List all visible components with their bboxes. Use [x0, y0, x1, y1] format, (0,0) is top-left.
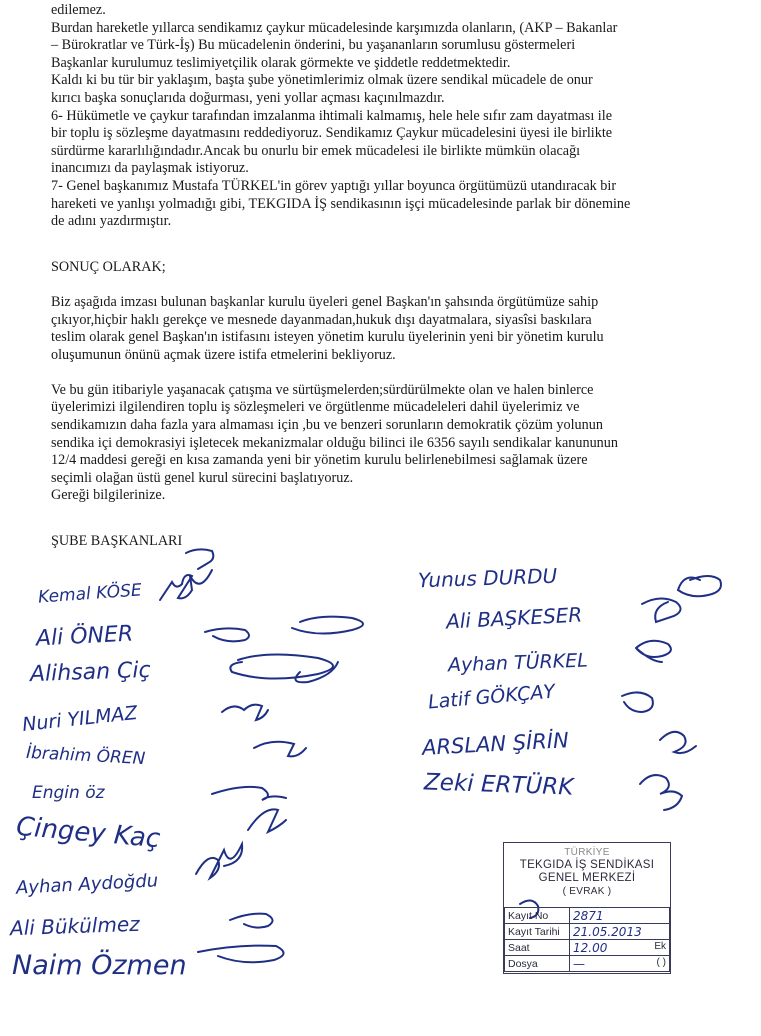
- stamp-office: GENEL MERKEZİ: [538, 872, 636, 884]
- signature-name: Ali Bükülmez: [9, 911, 141, 941]
- paragraph-line: Ve bu gün itibariyle yaşanacak çatışma ve sürtüşmelerden;sürdürülmekte olan ve halen binlerce: [51, 381, 594, 398]
- stamp-table: [504, 907, 670, 972]
- signature-name: İbrahim ÖREN: [25, 742, 146, 770]
- intro-line: Kaldı ki bu tür bir yaklaşım, başta şube yönetimlerimiz olmak üzere sendikal mücadele de onur: [51, 72, 593, 89]
- stamp-value: 21.05.2013: [570, 924, 670, 940]
- paragraph-line: oluşumunun önünü açmak üzere istifa etmelerini bekliyoruz.: [51, 346, 396, 363]
- signature-name: Ayhan Aydoğdu: [15, 870, 159, 899]
- signature-scribble: [205, 628, 249, 641]
- signature-scribble: [230, 914, 273, 928]
- signature-scribble: [636, 641, 671, 662]
- paragraph-line: seçimli olağan üstü genel kurul sürecini başlatıyoruz.: [51, 469, 354, 486]
- paragraph-line: çıkıyor,hiçbir haklı gerekçe ve mesnede dayanmadan,hukuk dışı dayatmalara, siyasîsi baskılara: [51, 311, 592, 328]
- signature-name: ARSLAN ŞİRİN: [421, 728, 570, 760]
- stamp-label: Kayıt No: [505, 908, 570, 924]
- signature-scribble: [196, 844, 242, 878]
- stamp-value: 2871: [570, 908, 670, 924]
- intro-line: 7- Genel başkanımız Mustafa TÜRKEL'in görev yaptığı yıllar boyunca örgütümüzü utandıracak bir: [51, 177, 617, 194]
- signature-name: Ali BAŞKESER: [445, 602, 583, 634]
- signature-scribble: [642, 598, 681, 622]
- signature-scribble: [254, 742, 306, 757]
- intro-line: kırıcı başka sonuçlarıda doğurması, yeni yollar açması kaçınılmazdır.: [51, 89, 445, 106]
- stamp-extra: Ek: [654, 940, 666, 952]
- stamp-country: TÜRKİYE: [564, 847, 610, 858]
- conclusion-heading: SONUÇ OLARAK;: [51, 258, 166, 275]
- signature-name: Yunus DURDU: [417, 563, 558, 593]
- signature-scribble: [230, 654, 333, 678]
- intro-line: edilemez.: [51, 2, 106, 18]
- stamp-row: [505, 924, 670, 940]
- paragraph-line: üyelerimizi ilgilendiren toplu iş sözleşmeleri ve örgütlenme mücadeleleri dahil üyelerimiz ve: [51, 399, 580, 416]
- intro-line: sürdürme kararlılığındadır.Ancak bu onurlu bir emek mücadelesi ile birlikte mümkün olacağı: [51, 142, 581, 159]
- signature-scribble: [622, 692, 653, 712]
- signatories-heading: ŞUBE BAŞKANLARI: [51, 533, 183, 550]
- intro-line: de adını yazdırmıştır.: [51, 213, 172, 230]
- stamp-org: TEKGIDA İŞ SENDİKASI: [519, 859, 655, 871]
- signature-name: Ayhan TÜRKEL: [447, 649, 589, 677]
- intro-line: – Bürokratlar ve Türk-İş) Bu mücadelenin önderini, bu yaşananların sorumlusu göstermeleri: [51, 37, 576, 54]
- intro-line: bir toplu iş sözleşme dayatmasını reddediyoruz. Sendikamız Çaykur mücadelesini üyesi ile birlikte: [51, 125, 613, 142]
- signature-scribble: [222, 705, 268, 720]
- stamp-label: Dosya: [505, 956, 570, 972]
- signature-scribble: [660, 732, 696, 753]
- signature-scribble: [640, 775, 682, 810]
- stamp-label: Saat: [505, 940, 570, 956]
- paragraph-line: Biz aşağıda imzası bulunan başkanlar kurulu üyeleri genel Başkan'ın şahsında örgütümüze sahip: [51, 293, 599, 310]
- registration-stamp: [503, 842, 671, 974]
- stamp-type: ( EVRAK ): [562, 886, 612, 897]
- stamp-time: 12.00: [573, 940, 608, 955]
- signature-scribble: [678, 576, 721, 596]
- intro-line: Başkanlar kurulumuz teslimiyetçilik olarak görmekte ve şiddetle reddetmektedir.: [51, 54, 511, 71]
- stamp-label: Kayıt Tarihi: [505, 924, 570, 940]
- signature-name: Ali ÖNER: [35, 621, 134, 652]
- signature-name: Kemal KÖSE: [37, 580, 143, 608]
- stamp-row: [505, 956, 670, 972]
- signature-scribble: [186, 549, 213, 569]
- signature-scribble: [248, 809, 286, 832]
- stamp-row: [505, 908, 670, 924]
- signature-scribble: [292, 617, 363, 634]
- signature-name: Alihsan Çiç: [29, 657, 152, 688]
- stamp-file: —: [573, 956, 585, 971]
- signature-scribble: [212, 787, 286, 800]
- signature-scribble: [296, 662, 339, 682]
- intro-line: Burdan hareketle yıllarca sendikamız çaykur mücadelesinde karşımızda olanların, (AKP – Bakanlar: [51, 19, 618, 36]
- signature-name: Naim Özmen: [12, 950, 187, 981]
- intro-line: 6- Hükümetle ve çaykur tarafından imzalanma ihtimali kalmamış, hele hele sıfır zam dayatması ile: [51, 107, 612, 124]
- signature-name: Çingey Kaç: [14, 811, 162, 855]
- signature-name: Zeki ERTÜRK: [423, 769, 574, 801]
- signature-scribble: [198, 946, 284, 963]
- intro-line: inancımızı da paylaşmak istiyoruz.: [51, 160, 249, 177]
- signature-name: Latif GÖKÇAY: [427, 680, 556, 714]
- closing-line: Gereği bilgilerinize.: [51, 487, 166, 504]
- intro-line: hareketi ve yanlışı yolmadığı gibi, TEKGIDA İŞ sendikasının işçi mücadelesinde parlak bir dönemine: [51, 195, 631, 212]
- stamp-value: [570, 956, 670, 972]
- stamp-row: [505, 940, 670, 956]
- stamp-extra: ( ): [656, 956, 666, 968]
- signature-name: Nuri YILMAZ: [21, 702, 139, 736]
- paragraph-line: teslim olarak genel Başkan'ın istifasını isteyen yönetim kurulu üyelerinin yeni bir yönetim kurulu: [51, 329, 604, 346]
- paragraph-line: 12/4 maddesi gereği en kısa zamanda yeni bir yönetim kurulu belirlenebilmesi sağlamak üzere: [51, 452, 588, 469]
- stamp-value: [570, 940, 670, 956]
- paragraph-line: sendika içi demokrasiyi işletecek mekanizmalar olduğu bilinci ile 6356 sayılı sendikalar kanununun: [51, 434, 618, 451]
- signature-scribble: [160, 570, 212, 600]
- paragraph-line: sendikamızın daha fazla yara almaması için ,bu ve benzeri sorunların demokratik çözüm yolunun: [51, 417, 603, 434]
- signature-name: Engin öz: [32, 783, 105, 803]
